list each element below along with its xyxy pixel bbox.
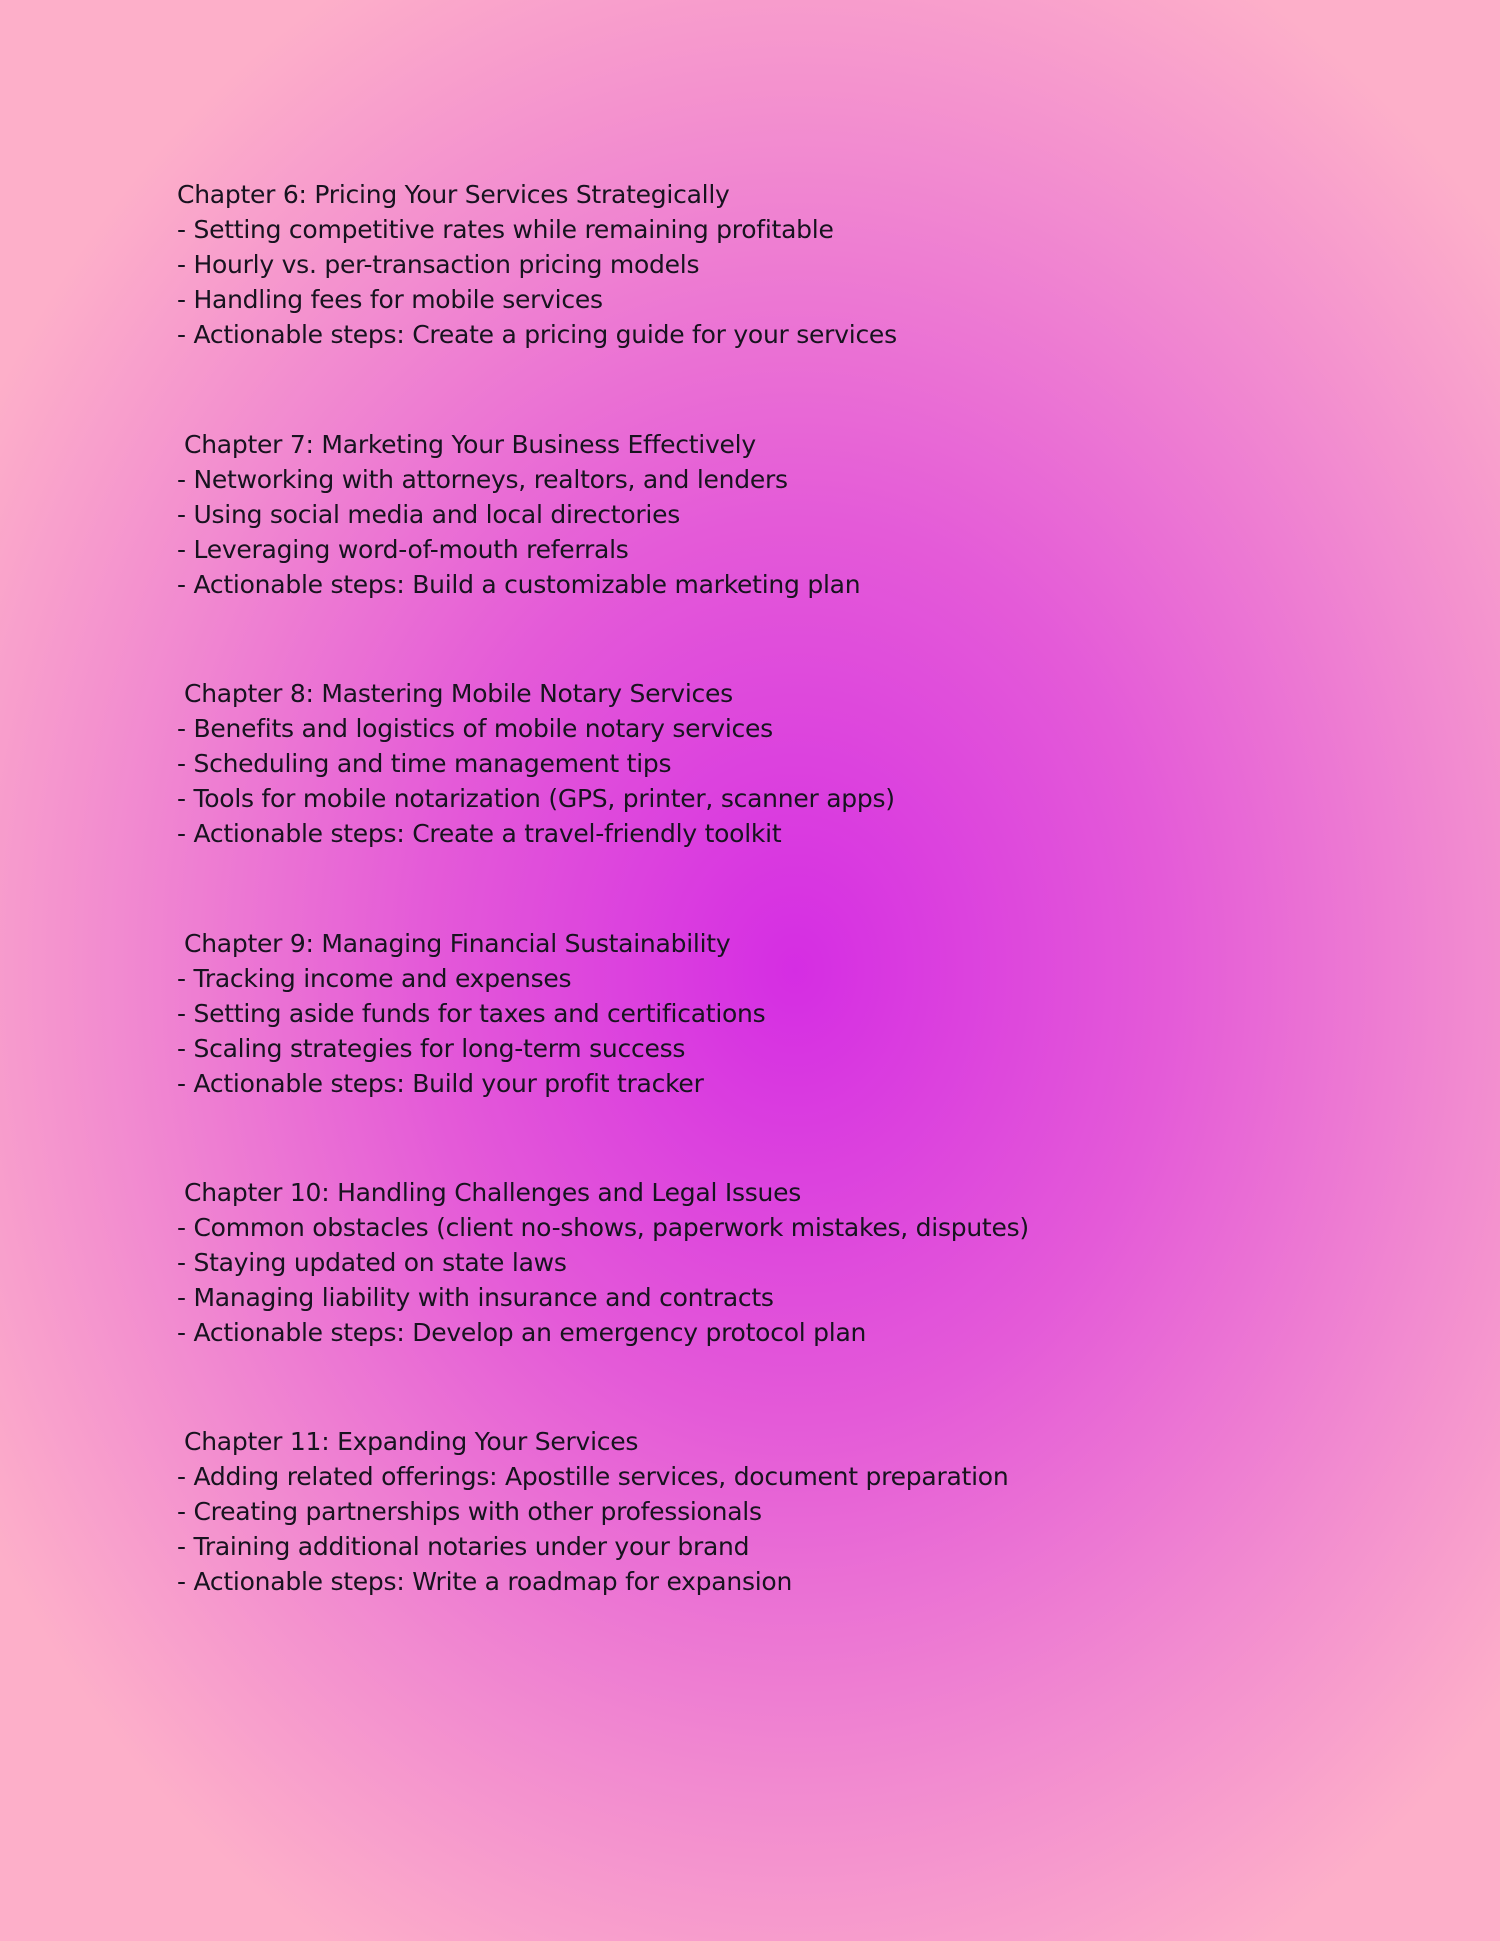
- list-item: - Handling fees for mobile services: [177, 285, 603, 314]
- list-item: - Creating partnerships with other professionals: [177, 1497, 762, 1526]
- chapter-heading: Chapter 11: Expanding Your Services: [184, 1427, 639, 1456]
- list-item: - Scheduling and time management tips: [177, 749, 672, 778]
- list-item: - Using social media and local directories: [177, 500, 681, 529]
- chapter-heading: Chapter 10: Handling Challenges and Legal Issues: [184, 1178, 802, 1207]
- chapter-heading: Chapter 7: Marketing Your Business Effectively: [184, 430, 756, 459]
- list-item: - Scaling strategies for long-term success: [177, 1034, 686, 1063]
- list-item: - Actionable steps: Build your profit tracker: [177, 1069, 704, 1098]
- list-item: - Setting competitive rates while remaining profitable: [177, 215, 834, 244]
- list-item: - Common obstacles (client no-shows, paperwork mistakes, disputes): [177, 1213, 1029, 1242]
- chapter-heading: Chapter 8: Mastering Mobile Notary Services: [184, 679, 733, 708]
- list-item: - Actionable steps: Create a travel-friendly toolkit: [177, 819, 782, 848]
- list-item: - Staying updated on state laws: [177, 1248, 567, 1277]
- list-item: - Networking with attorneys, realtors, and lenders: [177, 465, 788, 494]
- list-item: - Managing liability with insurance and contracts: [177, 1283, 774, 1312]
- chapter-9-section: [177, 926, 1377, 1101]
- list-item: - Actionable steps: Create a pricing guide for your services: [177, 320, 897, 349]
- list-item: - Tracking income and expenses: [177, 964, 572, 993]
- chapter-7-section: [177, 427, 1377, 602]
- chapter-6-section: [177, 177, 1377, 352]
- list-item: - Actionable steps: Build a customizable marketing plan: [177, 570, 861, 599]
- list-item: - Actionable steps: Write a roadmap for expansion: [177, 1567, 793, 1596]
- list-item: - Tools for mobile notarization (GPS, printer, scanner apps): [177, 784, 895, 813]
- list-item: - Leveraging word-of-mouth referrals: [177, 535, 629, 564]
- list-item: - Hourly vs. per-transaction pricing models: [177, 250, 700, 279]
- list-item: - Adding related offerings: Apostille services, document preparation: [177, 1462, 1009, 1491]
- list-item: - Setting aside funds for taxes and certifications: [177, 999, 766, 1028]
- chapter-10-section: [177, 1175, 1377, 1350]
- chapter-8-section: [177, 676, 1377, 851]
- chapter-heading: Chapter 6: Pricing Your Services Strategically: [177, 180, 730, 209]
- list-item: - Actionable steps: Develop an emergency protocol plan: [177, 1318, 867, 1347]
- chapter-11-section: [177, 1424, 1377, 1599]
- list-item: - Training additional notaries under your brand: [177, 1532, 750, 1561]
- chapter-heading: Chapter 9: Managing Financial Sustainability: [184, 929, 731, 958]
- list-item: - Benefits and logistics of mobile notary services: [177, 714, 773, 743]
